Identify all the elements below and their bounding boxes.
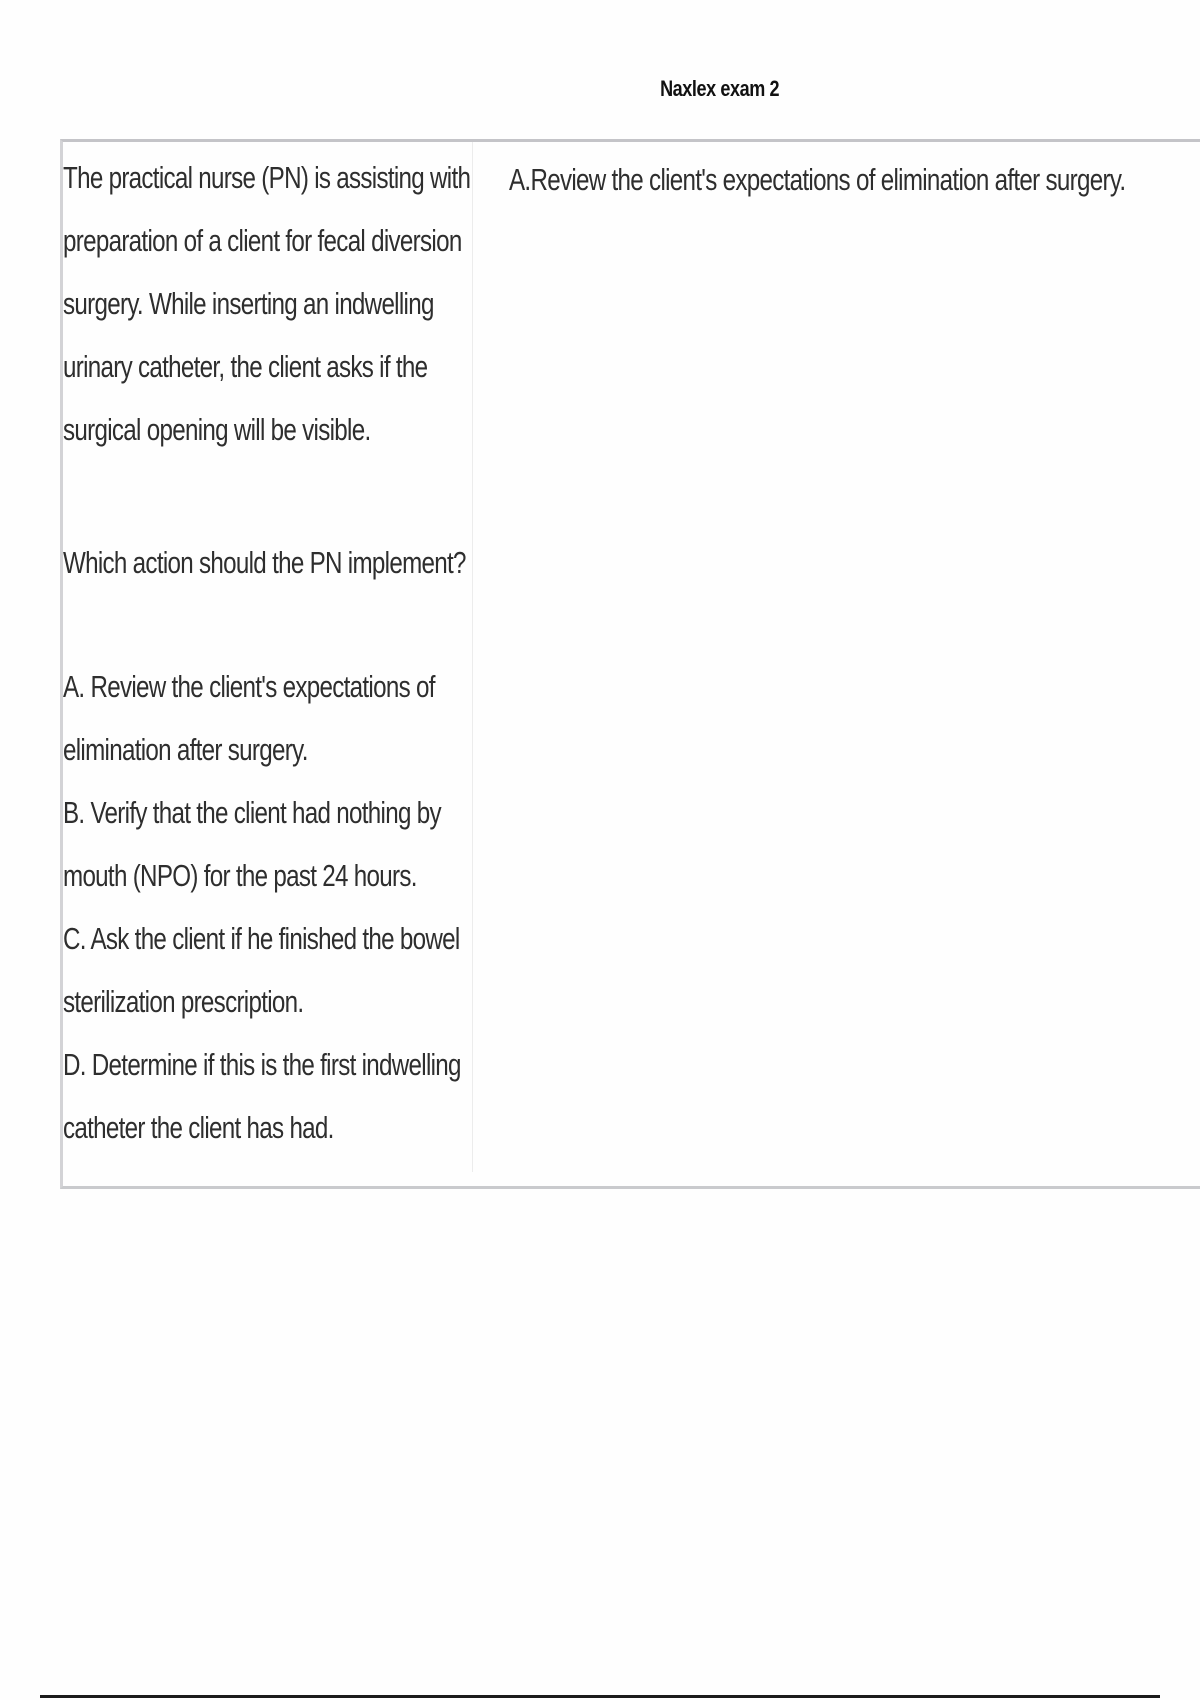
- option-line: A. Review the client's expectations of: [63, 669, 435, 704]
- document-title: Naxlex exam 2: [659, 76, 780, 101]
- question-stem-line: The practical nurse (PN) is assisting with: [63, 160, 471, 195]
- question-cell: [63, 142, 473, 1172]
- option-line: B. Verify that the client had nothing by: [63, 795, 441, 830]
- option-line: D. Determine if this is the first indwelling: [63, 1047, 461, 1082]
- footer-divider: [40, 1695, 1160, 1698]
- option-line: sterilization prescription.: [63, 984, 304, 1019]
- option-line: catheter the client has had.: [63, 1110, 334, 1145]
- question-stem-line: surgical opening will be visible.: [63, 412, 371, 447]
- question-stem-line: surgery. While inserting an indwelling: [63, 286, 434, 321]
- question-stem-line: preparation of a client for fecal diversion: [63, 223, 462, 258]
- answer-text: A.Review the client's expectations of elimination after surgery.: [509, 162, 1126, 197]
- question-prompt: Which action should the PN implement?: [63, 545, 466, 580]
- option-line: mouth (NPO) for the past 24 hours.: [63, 858, 417, 893]
- page-header: [0, 76, 1200, 102]
- question-stem-line: urinary catheter, the client asks if the: [63, 349, 428, 384]
- option-line: elimination after surgery.: [63, 732, 308, 767]
- question-answer-table: [60, 139, 1200, 1189]
- option-line: C. Ask the client if he finished the bowel: [63, 921, 460, 956]
